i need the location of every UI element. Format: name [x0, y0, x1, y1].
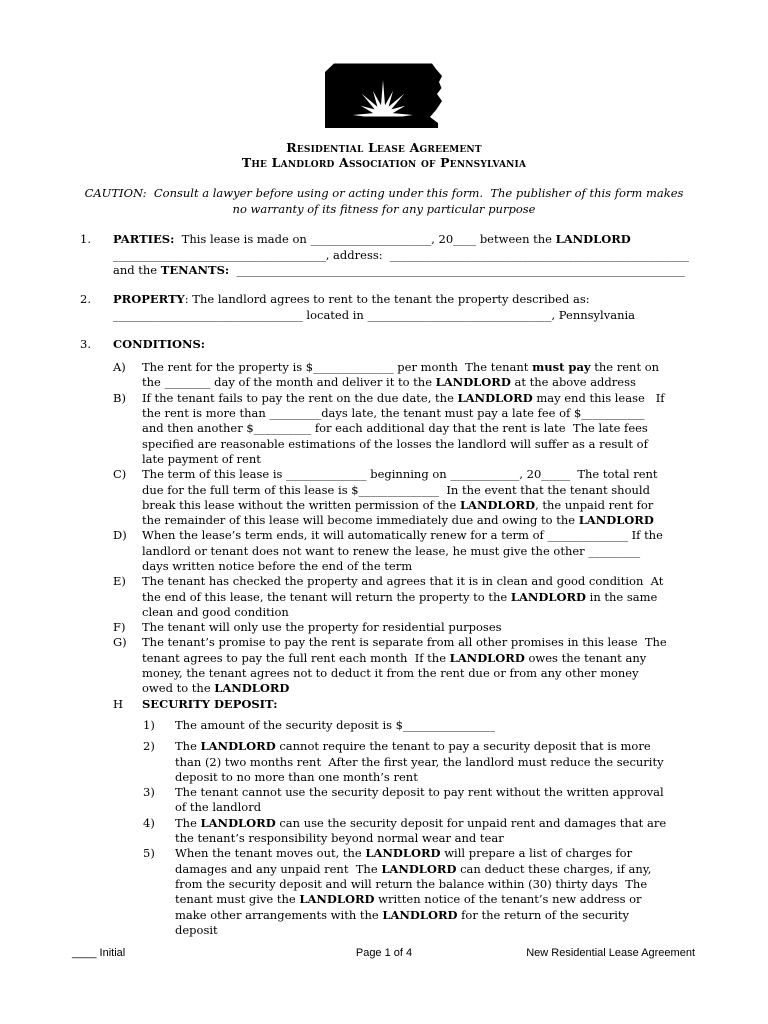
caution-notice	[0, 186, 768, 217]
bold-term: must pay	[532, 360, 591, 375]
text-run: the rent is more than _________days late, the tenant must pay a late fee of $___________	[142, 406, 645, 421]
text-run: ______________________________________________________________________________	[229, 262, 685, 277]
text-run: landlord or tenant does not want to renew the lease, he must give the other _________	[142, 543, 641, 558]
clause-item	[113, 635, 720, 696]
clause-item	[113, 620, 720, 635]
caution-line: CAUTION: Consult a lawyer before using or acting under this form. The publisher of this form makes	[84, 186, 684, 201]
bold-term: CONDITIONS:	[113, 336, 206, 351]
text-run: specified are reasonable estimations of the losses the landlord will suffer as a result of	[142, 436, 648, 451]
item-body	[142, 697, 720, 938]
text-run: The tenant has checked the property and agrees that it is in clean and good condition At	[142, 574, 664, 589]
text-run: can use the security deposit for unpaid rent and damages that are	[275, 815, 667, 830]
text-line	[142, 513, 720, 528]
caution-line: no warranty of its fitness for any particular purpose	[232, 201, 536, 216]
text-run: the end of this lease, the tenant will return the property to the	[142, 589, 511, 604]
item-body	[142, 635, 720, 696]
initial-field: ____ Initial	[72, 947, 126, 959]
clause-item	[142, 816, 720, 847]
text-line	[142, 406, 720, 421]
text-line	[175, 718, 720, 733]
text-line	[175, 755, 720, 770]
text-line	[175, 816, 720, 831]
item-body	[142, 574, 720, 620]
item-body	[175, 846, 720, 938]
clause-section	[80, 292, 720, 323]
text-line	[113, 263, 720, 278]
text-line	[142, 483, 720, 498]
text-line	[142, 544, 720, 559]
text-line	[113, 248, 720, 263]
bold-term: LANDLORD	[214, 681, 290, 696]
section-number: 1.	[80, 232, 91, 247]
text-run: money, the tenant agrees not to deduct it from the rent due or from any other money	[142, 666, 639, 681]
clause-section	[80, 232, 720, 278]
text-run: at the above address	[510, 375, 636, 390]
text-run: days written notice before the end of the term	[142, 558, 413, 573]
text-line	[175, 770, 720, 785]
text-run: the ________ day of the month and deliver it to the	[142, 375, 436, 390]
text-run: the rent on	[590, 360, 660, 375]
bold-term: LANDLORD	[200, 739, 276, 754]
item-body	[175, 816, 720, 847]
text-run: break this lease without the written permission of the	[142, 497, 460, 512]
text-line	[113, 337, 720, 352]
item-label: D)	[113, 528, 127, 543]
bold-term: LANDLORD	[510, 589, 586, 604]
text-line	[142, 697, 720, 712]
item-label: 3)	[143, 785, 155, 800]
text-line	[142, 681, 720, 696]
bold-term: LANDLORD	[449, 650, 525, 665]
text-line	[142, 375, 720, 390]
item-body	[175, 718, 720, 733]
text-run: for the return of the security	[457, 907, 630, 922]
text-line	[142, 590, 720, 605]
text-line	[142, 528, 720, 543]
section-body	[113, 337, 720, 938]
text-run: late payment of rent	[142, 451, 261, 466]
text-line	[175, 877, 720, 892]
item-list	[113, 360, 720, 938]
text-line	[175, 908, 720, 923]
text-run: may end this lease If	[532, 390, 665, 405]
text-line	[175, 846, 720, 861]
section-number: 2.	[80, 292, 91, 307]
document-subtitle: The Landlord Association of Pennsylvania	[241, 155, 527, 170]
item-body	[142, 620, 720, 635]
text-run: tenant agrees to pay the full rent each month If the	[142, 650, 450, 665]
text-run: The tenant’s promise to pay the rent is separate from all other promises in this lease The	[142, 635, 667, 650]
text-line	[142, 559, 720, 574]
text-run: _____________________________________, address: ____________________________________________________	[113, 247, 689, 262]
clause-item	[142, 718, 720, 733]
text-run: This lease is made on _____________________, 20____ between the	[174, 232, 556, 247]
text-line	[113, 232, 720, 247]
item-body	[142, 528, 720, 574]
clause-section	[80, 337, 720, 938]
item-label: 4)	[143, 815, 155, 830]
clause-item	[113, 574, 720, 620]
text-line	[142, 437, 720, 452]
text-run: The amount of the security deposit is $________________	[175, 717, 496, 732]
bold-term: LANDLORD	[365, 846, 441, 861]
bold-term: SECURITY DEPOSIT:	[142, 696, 278, 711]
text-line	[142, 360, 720, 375]
item-body	[142, 391, 720, 467]
text-run: make other arrangements with the	[175, 907, 383, 922]
text-run: , the unpaid rent for	[535, 497, 654, 512]
clause-item	[142, 785, 720, 816]
clause-item	[113, 391, 720, 467]
item-list	[142, 718, 720, 938]
text-run: _________________________________ located in ________________________________, Pennsylvania	[113, 307, 636, 322]
lease-clauses	[80, 232, 720, 938]
document-title: Residential Lease Agreement	[286, 140, 482, 155]
text-run: cannot require the tenant to pay a security deposit that is more	[275, 739, 651, 754]
clause-item	[113, 467, 720, 528]
item-label: 2)	[143, 739, 155, 754]
bold-term: LANDLORD	[578, 513, 654, 528]
bold-term: LANDLORD	[200, 815, 276, 830]
bold-term: PROPERTY	[113, 292, 185, 307]
text-line	[142, 498, 720, 513]
text-run: owes the tenant any	[524, 650, 647, 665]
item-body	[175, 785, 720, 816]
item-label: 1)	[143, 717, 155, 732]
bold-term: LANDLORD	[382, 907, 458, 922]
text-line	[113, 308, 720, 323]
bold-term: TENANTS:	[160, 262, 230, 277]
item-label: G)	[113, 635, 127, 650]
item-label: E)	[113, 574, 126, 589]
text-run: damages and any unpaid rent The	[175, 861, 382, 876]
text-run: can deduct these charges, if any,	[456, 861, 652, 876]
text-run: clean and good condition	[142, 604, 289, 619]
text-run: tenant must give the	[175, 892, 300, 907]
bold-term: LANDLORD	[457, 390, 533, 405]
clause-item	[113, 528, 720, 574]
text-run: written notice of the tenant’s new address or	[374, 892, 642, 907]
text-run: and then another $__________ for each additional day that the rent is late The late fees	[142, 421, 648, 436]
text-line	[142, 666, 720, 681]
text-line	[142, 635, 720, 650]
bold-term: PARTIES:	[113, 232, 175, 247]
text-run: will prepare a list of charges for	[440, 846, 633, 861]
text-line	[175, 739, 720, 754]
text-line	[175, 862, 720, 877]
item-body	[142, 360, 720, 391]
item-label: F)	[113, 620, 126, 635]
text-line	[113, 292, 720, 307]
text-run: The rent for the property is $______________ per month The tenant	[142, 360, 533, 375]
item-label: B)	[113, 390, 126, 405]
text-run: deposit	[175, 922, 218, 937]
text-run: than (2) two months rent After the first year, the landlord must reduce the security	[175, 754, 664, 769]
text-line	[142, 605, 720, 620]
text-line	[175, 831, 720, 846]
page-number: Page 1 of 4	[355, 947, 413, 959]
text-line	[142, 467, 720, 482]
text-run: If the tenant fails to pay the rent on the due date, the	[142, 390, 458, 405]
page-footer	[0, 945, 768, 961]
document-name: New Residential Lease Agreement	[526, 947, 695, 959]
item-label: 5)	[143, 846, 155, 861]
text-line	[175, 923, 720, 938]
text-line	[142, 574, 720, 589]
text-run: The tenant will only use the property for residential purposes	[142, 620, 502, 635]
clause-item	[113, 360, 720, 391]
bold-term: LANDLORD	[459, 497, 536, 512]
item-label: C)	[113, 467, 127, 482]
bold-term: LANDLORD	[435, 375, 511, 390]
text-run: When the tenant moves out, the	[175, 846, 366, 861]
text-run: the tenant’s responsibility beyond normal wear and tear	[175, 831, 504, 846]
text-run: deposit to no more than one month’s rent	[175, 769, 418, 784]
text-run: When the lease’s term ends, it will automatically renew for a term of ______________ If the	[142, 528, 663, 543]
text-run: owed to the	[142, 681, 215, 696]
clause-item	[142, 846, 720, 938]
text-line	[142, 452, 720, 467]
clause-item	[113, 697, 720, 938]
text-line	[142, 391, 720, 406]
text-line	[142, 651, 720, 666]
item-label: H	[113, 696, 124, 711]
text-run: of the landlord	[175, 800, 262, 815]
text-run: The term of this lease is ______________ beginning on ____________, 20_____ The total rent	[142, 467, 658, 482]
text-run: The	[175, 739, 201, 754]
text-line	[142, 421, 720, 436]
section-number: 3.	[80, 336, 91, 351]
pennsylvania-keystone-logo-icon	[320, 60, 448, 132]
section-body	[113, 232, 720, 278]
text-run: from the security deposit and will return the balance within (30) thirty days The	[175, 876, 648, 891]
text-line	[175, 785, 720, 800]
text-run: and the	[113, 262, 161, 277]
text-line	[175, 892, 720, 907]
bold-term: LANDLORD	[381, 861, 457, 876]
item-label: A)	[113, 360, 126, 375]
bold-term: LANDLORD	[299, 892, 375, 907]
text-line	[142, 620, 720, 635]
section-body	[113, 292, 720, 323]
clause-item	[142, 739, 720, 785]
bold-term: LANDLORD	[555, 232, 631, 247]
text-run: in the same	[586, 589, 658, 604]
item-body	[175, 739, 720, 785]
text-line	[175, 800, 720, 815]
text-run: The	[175, 815, 201, 830]
text-run: : The landlord agrees to rent to the tenant the property described as:	[184, 292, 590, 307]
text-run: The tenant cannot use the security deposit to pay rent without the written approval	[175, 785, 664, 800]
item-body	[142, 467, 720, 528]
text-run: due for the full term of this lease is $______________ In the event that the tenant should	[142, 482, 650, 497]
text-run: the remainder of this lease will become immediately due and owing to the	[142, 513, 579, 528]
